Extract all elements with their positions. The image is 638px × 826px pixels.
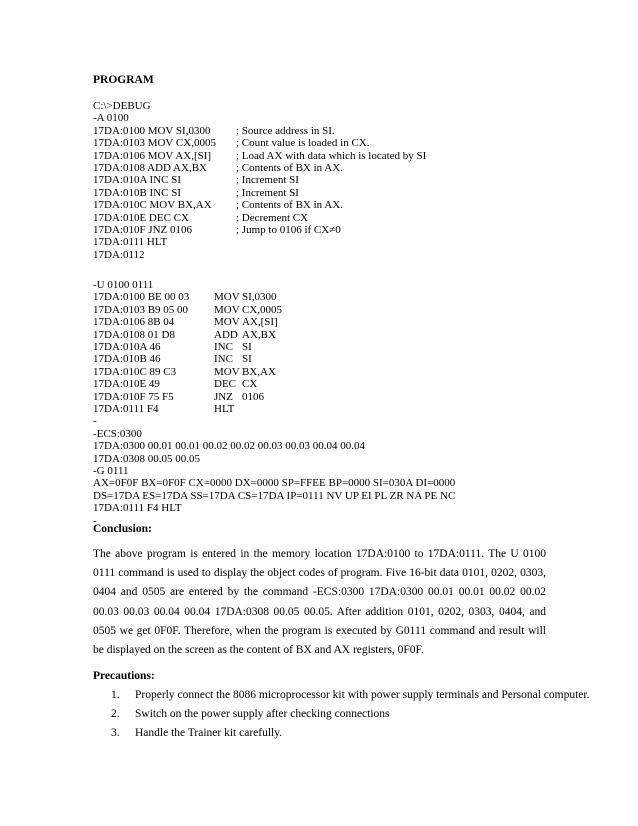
code-comment: ; Load AX with data which is located by SI xyxy=(236,149,427,162)
precaution-text: Properly connect the 8086 microprocessor kit with power supply terminals and Personal computer. xyxy=(135,689,590,701)
code-comment: ; Jump to 0106 if CX≠0 xyxy=(236,223,341,236)
disassembly-operand: CX,0005 xyxy=(242,303,283,316)
disassembly-opcode: INC xyxy=(214,341,233,354)
disassembly-operand: BX,AX xyxy=(242,365,276,378)
code-comment: ; Contents of BX in AX. xyxy=(236,161,343,174)
disassembly-opcode: INC xyxy=(214,353,233,366)
debug-line: 17DA:0300 00.01 00.01 00.02 00.02 00.03 00.03 00.04 00.04 xyxy=(93,440,365,453)
disassembly-operand: SI,0300 xyxy=(242,291,277,304)
code-comment: ; Count value is loaded in CX. xyxy=(236,137,370,150)
disassembly-location: 17DA:010B 46 xyxy=(93,353,161,366)
code-instruction: 17DA:0103 MOV CX,0005 xyxy=(93,137,216,150)
disassembly-opcode: MOV xyxy=(214,291,240,304)
precautions-heading: Precautions: xyxy=(93,670,155,682)
code-instruction: 17DA:0112 xyxy=(93,248,145,261)
disassembly-line xyxy=(93,329,553,341)
disassembly-location: 17DA:010E 49 xyxy=(93,378,160,391)
code-instruction: 17DA:010E DEC CX xyxy=(93,211,189,224)
disassembly-line xyxy=(93,366,553,378)
conclusion-paragraph: The above program is entered in the memory location 17DA:0100 to 17DA:0111. The U 0100 0111 command is used to display the object codes of program. Five 16-bit data 0101, 0202, 0303, 0404 and 0505 are entered by the command -ECS:0300 17DA:0300 00.01 00.01 00.02 00.02 00.03 00.03 00.04 00.04 17DA:0308 00.05 00.05. After addition 0101, 0202, 0303, 0404, and 0505 we get 0F0F. Therefore, when the program is executed by G0111 command and result will be displayed on the screen as the content of BX and AX registers, 0F0F. xyxy=(93,548,546,657)
disassembly-opcode: DEC xyxy=(214,378,236,391)
disassembly-opcode: ADD xyxy=(214,328,238,341)
disassembly-location: 17DA:0111 F4 xyxy=(93,402,159,415)
code-comment: ; Decrement CX xyxy=(236,211,309,224)
debug-line: 17DA:0111 F4 HLT xyxy=(93,502,182,515)
code-instruction: 17DA:010B INC SI xyxy=(93,186,182,199)
disassembly-operand: AX,[SI] xyxy=(242,316,278,329)
disassembly-operand: SI xyxy=(242,341,252,354)
disassembly-location: 17DA:0108 01 D8 xyxy=(93,328,175,341)
code-listing xyxy=(93,100,553,527)
debug-line: AX=0F0F BX=0F0F CX=0000 DX=0000 SP=FFEE BP=0000 SI=030A DI=0000 xyxy=(93,477,456,490)
precaution-text: Switch on the power supply after checking connections xyxy=(135,708,390,720)
code-instruction: -A 0100 xyxy=(93,112,129,125)
code-comment: ; Source address in SI. xyxy=(236,124,335,137)
debug-line: - xyxy=(93,415,97,428)
code-line xyxy=(93,112,553,124)
precaution-number: 1. xyxy=(111,689,120,701)
code-instruction: C:\>DEBUG xyxy=(93,100,151,112)
disassembly-line xyxy=(93,304,553,316)
precaution-item xyxy=(93,686,590,705)
disassembly-operand: SI xyxy=(242,353,252,366)
disassembly-line xyxy=(93,291,553,303)
precaution-number: 3. xyxy=(111,727,120,739)
code-instruction: 17DA:0106 MOV AX,[SI] xyxy=(93,149,212,162)
code-line xyxy=(93,224,553,236)
code-comment: ; Contents of BX in AX. xyxy=(236,199,343,212)
code-instruction: 17DA:0108 ADD AX,BX xyxy=(93,161,207,174)
precaution-item xyxy=(93,705,553,724)
debug-line: -G 0111 xyxy=(93,464,129,477)
debug-line: 17DA:0308 00.05 00.05 xyxy=(93,452,200,465)
code-spacer xyxy=(93,261,553,279)
code-line xyxy=(93,100,553,112)
disassembly-line xyxy=(93,316,553,328)
code-line xyxy=(93,150,553,162)
code-line xyxy=(93,199,553,211)
disassembly-operand: AX,BX xyxy=(242,328,276,341)
precaution-number: 2. xyxy=(111,708,120,720)
disassembly-operand: CX xyxy=(242,378,258,391)
disassembly-location: 17DA:010A 46 xyxy=(93,341,161,354)
unassemble-command: -U 0100 0111 xyxy=(93,279,154,292)
precaution-item xyxy=(93,724,553,743)
disassembly-line xyxy=(93,353,553,365)
code-instruction: 17DA:010C MOV BX,AX xyxy=(93,199,212,212)
disassembly-line xyxy=(93,391,553,403)
precautions-list xyxy=(93,686,590,743)
code-line xyxy=(93,212,553,224)
code-comment: ; Increment SI xyxy=(236,174,299,187)
debug-line: DS=17DA ES=17DA SS=17DA CS=17DA IP=0111 NV UP EI PL ZR NA PE NC xyxy=(93,489,456,502)
code-instruction: 17DA:0111 HLT xyxy=(93,236,168,249)
code-line xyxy=(93,236,553,248)
conclusion-heading: Conclusion: xyxy=(93,523,152,535)
code-line xyxy=(93,174,553,186)
code-line xyxy=(93,249,553,261)
program-heading: PROGRAM xyxy=(93,74,154,86)
code-line xyxy=(93,187,553,199)
disassembly-location: 17DA:010C 89 C3 xyxy=(93,365,177,378)
code-instruction: 17DA:010A INC SI xyxy=(93,174,182,187)
code-line xyxy=(93,162,553,174)
disassembly-location: 17DA:0106 8B 04 xyxy=(93,316,175,329)
disassembly-opcode: MOV xyxy=(214,316,240,329)
debug-line: - xyxy=(93,514,97,527)
disassembly-operand: 0106 xyxy=(242,390,264,403)
code-line xyxy=(93,125,553,137)
debug-line: -ECS:0300 xyxy=(93,427,142,440)
disassembly-opcode: MOV xyxy=(214,303,240,316)
disassembly-line xyxy=(93,403,553,415)
code-line xyxy=(93,137,553,149)
disassembly-line xyxy=(93,378,553,390)
code-instruction: 17DA:010F JNZ 0106 xyxy=(93,223,193,236)
disassembly-opcode: JNZ xyxy=(214,390,233,403)
disassembly-location: 17DA:0100 BE 00 03 xyxy=(93,291,190,304)
disassembly-line xyxy=(93,341,553,353)
disassembly-location: 17DA:0103 B9 05 00 xyxy=(93,303,189,316)
code-instruction: 17DA:0100 MOV SI,0300 xyxy=(93,124,211,137)
code-comment: ; Increment SI xyxy=(236,186,299,199)
precaution-text: Handle the Trainer kit carefully. xyxy=(135,727,283,739)
disassembly-location: 17DA:010F 75 F5 xyxy=(93,390,174,403)
disassembly-opcode: HLT xyxy=(214,402,235,415)
disassembly-opcode: MOV xyxy=(214,365,240,378)
